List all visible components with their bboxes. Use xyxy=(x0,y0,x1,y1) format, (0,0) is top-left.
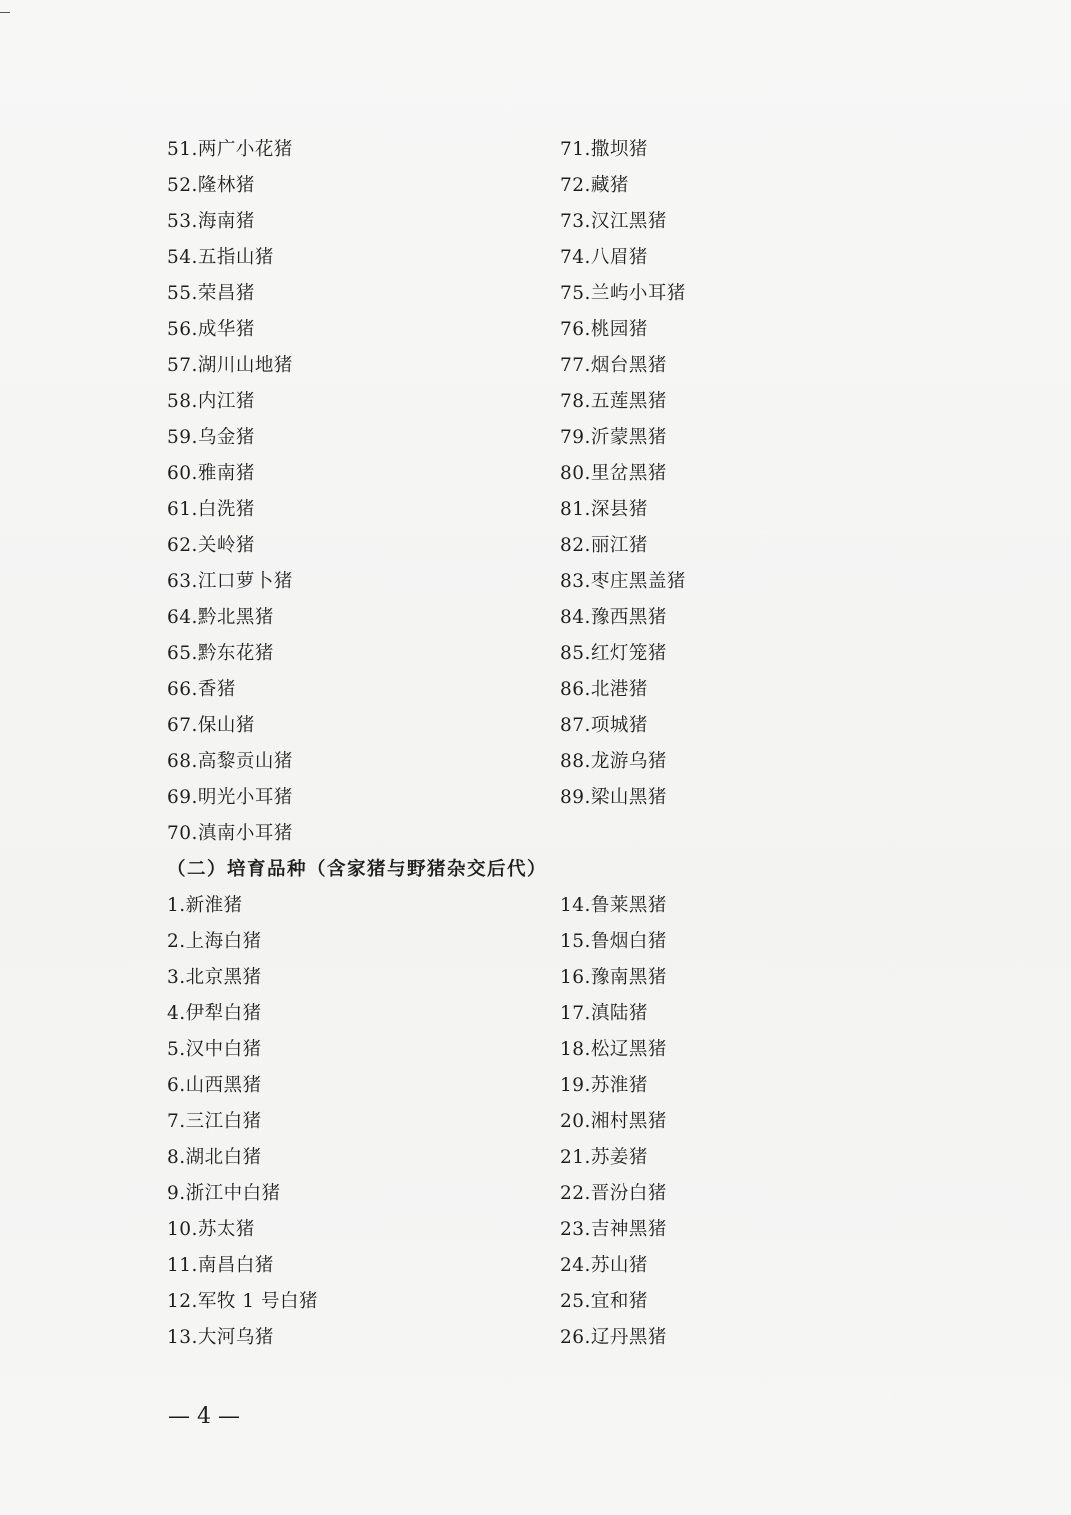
breed-list-item: 21.苏姜猪 xyxy=(560,1147,648,1168)
breed-list-item: 59.乌金猪 xyxy=(167,427,255,448)
breed-list-item: 63.江口萝卜猪 xyxy=(167,571,293,592)
breed-list-item: 60.雅南猪 xyxy=(167,463,255,484)
breed-list-item: 18.松辽黑猪 xyxy=(560,1039,667,1060)
breed-list-item: 24.苏山猪 xyxy=(560,1255,648,1276)
breed-list-item: 66.香猪 xyxy=(167,679,236,700)
breed-list-item: 69.明光小耳猪 xyxy=(167,787,293,808)
breed-list-item: 54.五指山猪 xyxy=(167,247,274,268)
breed-list-item: 65.黔东花猪 xyxy=(167,643,274,664)
breed-list-item: 25.宜和猪 xyxy=(560,1291,648,1312)
breed-list-71-89 xyxy=(560,132,686,816)
breed-list-item: 84.豫西黑猪 xyxy=(560,607,667,628)
breed-list-item: 9.浙江中白猪 xyxy=(167,1183,281,1204)
breed-list-item: 6.山西黑猪 xyxy=(167,1075,262,1096)
breed-list-item: 58.内江猪 xyxy=(167,391,255,412)
breed-list-item: 56.成华猪 xyxy=(167,319,255,340)
breed-list-item: 88.龙游乌猪 xyxy=(560,751,667,772)
breed-list-51-70 xyxy=(167,132,293,852)
cultivated-breed-list-14-26 xyxy=(560,888,667,1356)
scan-edge-mark xyxy=(0,12,10,13)
breed-list-item: 81.深县猪 xyxy=(560,499,648,520)
breed-list-item: 1.新淮猪 xyxy=(167,895,243,916)
breed-list-item: 83.枣庄黑盖猪 xyxy=(560,571,686,592)
breed-list-item: 87.项城猪 xyxy=(560,715,648,736)
breed-list-item: 5.汉中白猪 xyxy=(167,1039,262,1060)
breed-list-item: 82.丽江猪 xyxy=(560,535,648,556)
breed-list-item: 73.汉江黑猪 xyxy=(560,211,667,232)
breed-list-item: 78.五莲黑猪 xyxy=(560,391,667,412)
breed-list-item: 16.豫南黑猪 xyxy=(560,967,667,988)
breed-list-item: 77.烟台黑猪 xyxy=(560,355,667,376)
breed-list-item: 76.桃园猪 xyxy=(560,319,648,340)
breed-list-item: 19.苏淮猪 xyxy=(560,1075,648,1096)
breed-list-item: 14.鲁莱黑猪 xyxy=(560,895,667,916)
breed-list-item: 3.北京黑猪 xyxy=(167,967,262,988)
breed-list-item: 23.吉神黑猪 xyxy=(560,1219,667,1240)
breed-list-item: 68.高黎贡山猪 xyxy=(167,751,293,772)
breed-list-item: 79.沂蒙黑猪 xyxy=(560,427,667,448)
breed-list-item: 2.上海白猪 xyxy=(167,931,262,952)
breed-list-item: 72.藏猪 xyxy=(560,175,629,196)
breed-list-item: 15.鲁烟白猪 xyxy=(560,931,667,952)
breed-list-item: 8.湖北白猪 xyxy=(167,1147,262,1168)
breed-list-item: 53.海南猪 xyxy=(167,211,255,232)
breed-list-item: 20.湘村黑猪 xyxy=(560,1111,667,1132)
breed-list-item: 7.三江白猪 xyxy=(167,1111,262,1132)
breed-list-item: 61.白洗猪 xyxy=(167,499,255,520)
section-heading-cultivated-breeds: （二）培育品种（含家猪与野猪杂交后代） xyxy=(167,859,548,880)
breed-list-item: 11.南昌白猪 xyxy=(167,1255,274,1276)
breed-list-item: 74.八眉猪 xyxy=(560,247,648,268)
breed-list-item: 12.军牧 1 号白猪 xyxy=(167,1291,318,1312)
breed-list-item: 55.荣昌猪 xyxy=(167,283,255,304)
breed-list-item: 67.保山猪 xyxy=(167,715,255,736)
breed-list-item: 89.梁山黑猪 xyxy=(560,787,667,808)
breed-list-item: 62.关岭猪 xyxy=(167,535,255,556)
breed-list-item: 86.北港猪 xyxy=(560,679,648,700)
breed-list-item: 75.兰屿小耳猪 xyxy=(560,283,686,304)
breed-list-item: 70.滇南小耳猪 xyxy=(167,823,293,844)
breed-list-item: 17.滇陆猪 xyxy=(560,1003,648,1024)
breed-list-item: 64.黔北黑猪 xyxy=(167,607,274,628)
breed-list-item: 4.伊犁白猪 xyxy=(167,1003,262,1024)
breed-list-item: 57.湖川山地猪 xyxy=(167,355,293,376)
breed-list-item: 51.两广小花猪 xyxy=(167,139,293,160)
breed-list-item: 71.撒坝猪 xyxy=(560,139,648,160)
breed-list-item: 22.晋汾白猪 xyxy=(560,1183,667,1204)
breed-list-item: 13.大河乌猪 xyxy=(167,1327,274,1348)
cultivated-breed-list-1-13 xyxy=(167,888,318,1356)
breed-list-item: 52.隆林猪 xyxy=(167,175,255,196)
breed-list-item: 26.辽丹黑猪 xyxy=(560,1327,667,1348)
breed-list-item: 85.红灯笼猪 xyxy=(560,643,667,664)
page-number: — 4 — xyxy=(168,1404,240,1429)
breed-list-item: 80.里岔黑猪 xyxy=(560,463,667,484)
breed-list-item: 10.苏太猪 xyxy=(167,1219,255,1240)
